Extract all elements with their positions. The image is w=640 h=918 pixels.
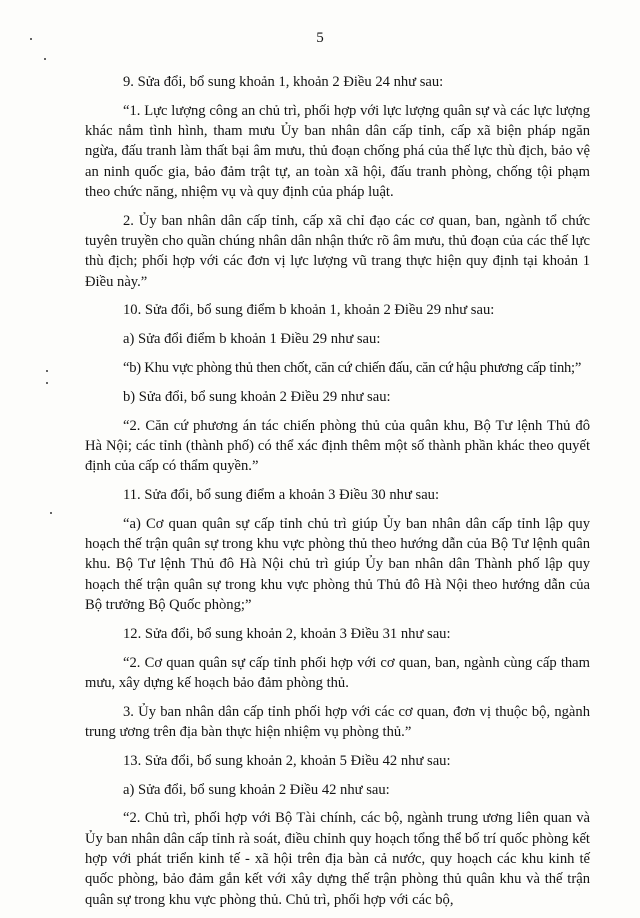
paragraph-13-a-heading: a) Sửa đổi, bổ sung khoản 2 Điều 42 như sau: (123, 781, 390, 798)
paragraph-9-clause-2: 2. Ủy ban nhân dân cấp tỉnh, cấp xã chỉ đạo các cơ quan, ban, ngành tổ chức tuyên truyền cho quần chúng nhân dân nhận thức rõ âm mưu, thủ đoạn của các thế lực thù địch; phối hợp với các đơn vị lực lượng vũ trang thực hiện quy định tại khoản 1 Điều này.” (85, 212, 590, 290)
paragraph-10-heading: 10. Sửa đổi, bổ sung điểm b khoản 1, khoản 2 Điều 29 như sau: (123, 302, 495, 319)
scan-speck (30, 38, 32, 40)
scan-speck (44, 58, 46, 60)
paragraph-9-heading: 9. Sửa đổi, bổ sung khoản 1, khoản 2 Điều 24 như sau: (123, 74, 444, 90)
paragraph-12-clause-3: 3. Ủy ban nhân dân cấp tỉnh phối hợp với các cơ quan, đơn vị thuộc bộ, ngành trung ương trên địa bàn thực hiện nhiệm vụ phòng thủ.” (85, 703, 590, 741)
paragraph-10-b-heading: b) Sửa đổi, bổ sung khoản 2 Điều 29 như sau: (123, 388, 391, 405)
scan-speck (46, 370, 48, 372)
paragraph-10-a-heading: a) Sửa đổi điểm b khoản 1 Điều 29 như sau: (123, 331, 381, 348)
scan-speck (50, 512, 52, 514)
paragraph-10-a-text: “b) Khu vực phòng thủ then chốt, căn cứ chiến đấu, căn cứ hậu phương cấp tỉnh;” (123, 360, 582, 377)
paragraph-10-b-text: “2. Căn cứ phương án tác chiến phòng thủ của quân khu, Bộ Tư lệnh Thủ đô Hà Nội; các tỉnh (thành phố) có thể xác định thêm một số thành phần khác theo quyết định của cấp có thẩm quyền.” (85, 417, 590, 475)
paragraph-12-clause-2: “2. Cơ quan quân sự cấp tỉnh phối hợp với cơ quan, ban, ngành cùng cấp tham mưu, xây dựng kế hoạch bảo đảm phòng thủ. (85, 654, 590, 691)
paragraph-12-heading: 12. Sửa đổi, bổ sung khoản 2, khoản 3 Điều 31 như sau: (123, 625, 451, 642)
paragraph-11-text: “a) Cơ quan quân sự cấp tỉnh chủ trì giúp Ủy ban nhân dân cấp tỉnh lập quy hoạch thế trận quân sự trong khu vực phòng thủ theo hướng dẫn của Bộ Tư lệnh quân khu. Bộ Tư lệnh Thủ đô Hà Nội chủ trì giúp Ủy ban nhân dân Thành phố lập quy hoạch thế trận quân sự trong khu vực phòng thủ Thủ đô Hà Nội theo hướng dẫn của Bộ trưởng Bộ Quốc phòng;” (85, 515, 590, 614)
document-body (85, 72, 590, 918)
scan-speck (46, 382, 48, 384)
page-number: 5 (316, 30, 324, 46)
paragraph-11-heading: 11. Sửa đổi, bổ sung điểm a khoản 3 Điều 30 như sau: (123, 487, 440, 504)
paragraph-13-heading: 13. Sửa đổi, bổ sung khoản 2, khoản 5 Điều 42 như sau: (123, 752, 451, 769)
paragraph-9-clause-1: “1. Lực lượng công an chủ trì, phối hợp với lực lượng quân sự và các lực lượng khác nắm tình hình, tham mưu Ủy ban nhân dân cấp tỉnh, cấp xã biện pháp ngăn ngừa, đấu tranh làm thất bại âm mưu, thủ đoạn chống phá của thế lực thù địch, bảo vệ an ninh quốc gia, bảo đảm trật tự, an toàn xã hội, đấu tranh phòng, chống tội phạm theo chức năng, nhiệm vụ và quy định của pháp luật. (85, 102, 590, 200)
paragraph-13-a-text: “2. Chủ trì, phối hợp với Bộ Tài chính, các bộ, ngành trung ương liên quan và Ủy ban nhân dân cấp tỉnh rà soát, điều chỉnh quy hoạch tổng thể bố trí quốc phòng kết hợp với phát triển kinh tế - xã hội trên địa bàn cả nước, quy hoạch các khu kinh tế quốc phòng, bảo đảm gắn kết với xây dựng thế trận phòng thủ quân khu và thế trận quân sự trong khu vực phòng thủ. Chủ trì, phối hợp với các bộ, (85, 810, 590, 908)
